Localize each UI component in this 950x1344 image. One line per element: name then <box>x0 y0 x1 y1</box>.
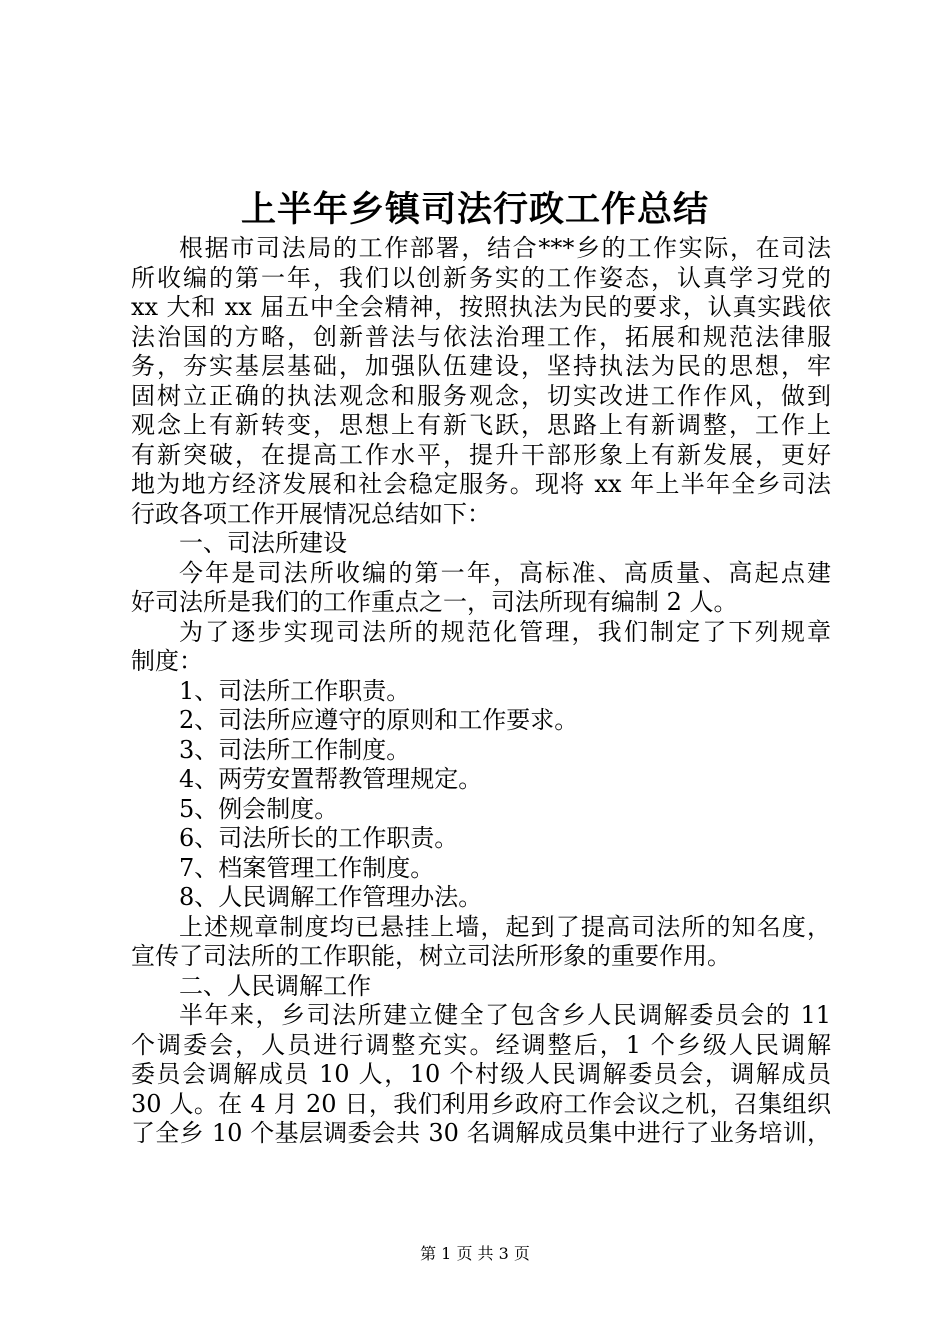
page-footer: 第 1 页 共 3 页 <box>420 1244 530 1263</box>
text-line: 6、司法所长的工作职责。 <box>179 824 459 852</box>
text-line: 8、人民调解工作管理办法。 <box>179 883 483 911</box>
text-line: 5、例会制度。 <box>179 794 339 823</box>
text-line: 上述规章制度均已悬挂上墙，起到了提高司法所的知名度， <box>179 912 831 941</box>
text-line: 了全乡 10 个基层调委会共 30 名调解成员集中进行了业务培训， <box>131 1119 831 1147</box>
text-line: 制度： <box>131 647 203 675</box>
text-line: 4、两劳安置帮教管理规定。 <box>179 765 483 793</box>
text-line: 2、司法所应遵守的原则和工作要求。 <box>179 706 579 734</box>
text-line: 30 人。在 4 月 20 日，我们利用乡政府工作会议之机，召集组织 <box>131 1089 831 1118</box>
text-line: 1、司法所工作职责。 <box>179 676 411 705</box>
text-line: 3、司法所工作制度。 <box>179 735 411 764</box>
text-line: 个调委会，人员进行调整充实。经调整后，1 个乡级人民调解 <box>131 1030 831 1059</box>
text-line: 观念上有新转变，思想上有新飞跃，思路上有新调整，工作上 <box>131 411 831 439</box>
text-line: 委员会调解成员 10 人，10 个村级人民调解委员会，调解成员 <box>131 1060 831 1088</box>
text-line: 务，夯实基层基础，加强队伍建设，坚持执法为民的思想，牢 <box>131 352 831 380</box>
text-line: 好司法所是我们的工作重点之一，司法所现有编制 2 人。 <box>131 588 738 616</box>
text-line: 二、人民调解工作 <box>179 971 371 1000</box>
document-title: 上半年乡镇司法行政工作总结 <box>240 189 709 230</box>
text-line: 宣传了司法所的工作职能，树立司法所形象的重要作用。 <box>131 942 731 970</box>
text-line: xx 大和 xx 届五中全会精神，按照执法为民的要求，认真实践依 <box>131 293 831 321</box>
text-line: 地为地方经济发展和社会稳定服务。现将 xx 年上半年全乡司法 <box>131 470 831 498</box>
text-line: 固树立正确的执法观念和服务观念，切实改进工作作风，做到 <box>131 381 831 410</box>
text-line: 根据市司法局的工作部署，结合***乡的工作实际，在司法 <box>179 234 831 262</box>
document-body <box>131 234 831 1149</box>
text-line: 为了逐步实现司法所的规范化管理，我们制定了下列规章 <box>179 617 831 646</box>
text-line: 今年是司法所收编的第一年，高标准、高质量、高起点建 <box>179 558 831 587</box>
text-line: 所收编的第一年，我们以创新务实的工作姿态，认真学习党的 <box>131 263 831 292</box>
text-line: 法治国的方略，创新普法与依法治理工作，拓展和规范法律服 <box>131 322 831 351</box>
text-line: 一、司法所建设 <box>179 529 347 557</box>
text-line: 半年来，乡司法所建立健全了包含乡人民调解委员会的 11 <box>179 1001 831 1029</box>
text-line: 7、档案管理工作制度。 <box>179 853 435 882</box>
text-line: 行政各项工作开展情况总结如下： <box>131 499 491 528</box>
text-line: 有新突破，在提高工作水平，提升干部形象上有新发展，更好 <box>131 440 831 469</box>
